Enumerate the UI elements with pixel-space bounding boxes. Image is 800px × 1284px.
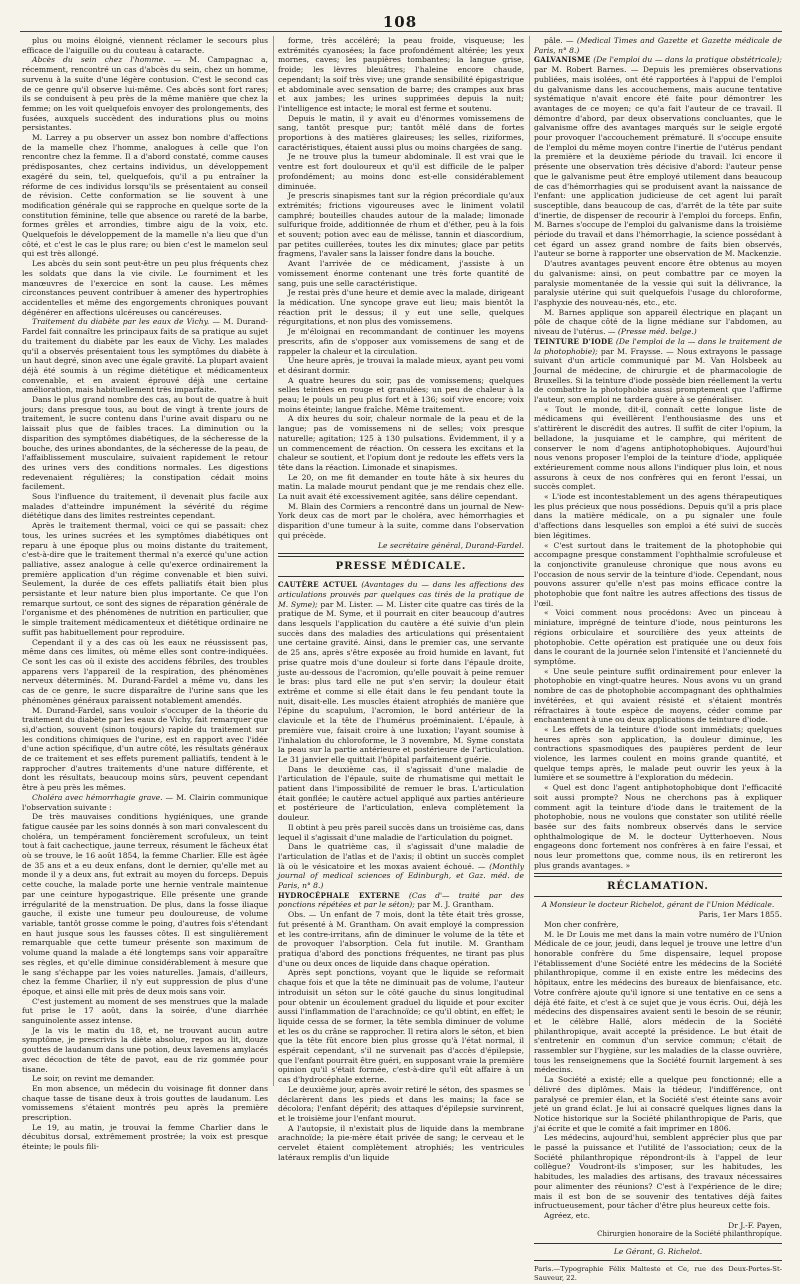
paragraph: La Société a existé; elle a quelque peu fonctionné; elle a délivré des diplômes. Mais la tiédeur, l'indifférence, ont paralysé ce premier élan, et la Société s'est éteinte sans avoir jeté un grand éclat. Je lui ai consacré quelques lignes dans la Notice historique sur la Société philanthropique de Paris, que j'ai écrite et que le comité a fait imprimer en 1806. bbox=[534, 1075, 782, 1133]
article-heading bbox=[534, 337, 782, 405]
paragraph: Les médecins, aujourd'hui, semblent apprécier plus que par le passé la puissance et l'utilité de l'association; ceux de la Société philanthropique répondront-ils à l'appel de leur collègue? Voudront-ils s'imposer, sur les habitudes, les habitudes, les maladies des artisans, des travaux nécessaires pour alimenter des réunions? C'est à l'expérience de le dire; mais il est bon de se souvenir des tentatives déjà faites infructueusement, pour tâcher d'être plus heureux cette fois. bbox=[534, 1133, 782, 1211]
paragraph: « Quel est donc l'agent antiphotophobique dont l'efficacité soit aussi prompte? Nous ne cherchons pas à expliquer comment agit la teinture d'iode dans le traitement de la photophobie, nous ne voulons que constater son utilité réelle basée sur des faits nombreux observés dans le service ophthalmologique de M. le docteur Uytterhoeven. Nous engageons donc fortement nos confrères à en faire l'essai, et nous leur promettons que, comme nous, ils en retireront les plus grands avantages. » bbox=[534, 783, 782, 870]
paragraph-text: — M. Campagnac a, récemment, rencontré un cas d'abcès du sein, chez un homme, survenu à la suite d'une légère contusion. C'est le second cas de ce genre qu'il observe lui-même. Ces abcès sont fort rares; ils se conduisent à peu près de la même manière que chez la femme; on les voit quelquefois envoyer des prolongements, des fusées, auxquels succèdent des indurations plus ou moins persistantes. bbox=[22, 55, 268, 133]
paragraph-title: Traitement du diabète par les eaux de Vichy. bbox=[32, 317, 210, 327]
paragraph-title: Choléra avec hémorrhagie grave. bbox=[32, 792, 163, 802]
paragraph-text: Dans le quatrième cas, il s'agissait d'une maladie de l'articulation de l'atlas et de l'axis; il obtint un succès complet là où le vésicatoire et les moxas avaient échoué. bbox=[278, 842, 524, 871]
paragraph: « Tout le monde, dit-il, connaît cette longue liste de médicamens qui éveillèrent l'enthousiasme des uns et s'attirèrent le discrédit des autres. Il suffit de citer l'opium, la belladone, la jusquiame et le camphre, qui méritent de conserver le nom d'agens antiphotophobiques. Aujourd'hui nous venons proposer l'emploi de la teinture d'iode, appliquée extérieurement comme nous allons l'indiquer plus loin, et nous assurons à ceux de nos confrères qui en feront l'essai, un succès complet. bbox=[534, 404, 782, 492]
paragraph: Je m'éloignai en recommandant de continuer les moyens prescrits, afin de s'opposer aux vomissemens de sang et de rappeler la chaleur et la circulation. bbox=[278, 327, 524, 356]
paragraph: Le 19, au matin, je trouvai la femme Charlier dans le décubitus dorsal, extrêmement prostrée; la voix est presque éteinte; le pouls fili- bbox=[22, 1122, 268, 1152]
paragraph: « Les effets de la teinture d'iode sont immédiats; quelques heures après son application, la douleur diminue, les contractions spasmodiques des paupières perdent de leur violence, les larmes coulent en moins grande quantité, et quelque temps après, le malade peut ouvrir les yeux à la lumière et se soumettre à l'exploration du médecin. bbox=[534, 724, 782, 783]
letter-signature-title: Chirurgien honoraire de la Société philanthropique. bbox=[597, 1230, 782, 1239]
paragraph-text: — Depuis les premières observations publiées, mais isolées, ont été rapportées à l'appui de l'emploi du galvanisme dans les accouchemens, mais aucune tentative systématique n'avait encore été faite pour démontrer les avantages de ce moyen; ce qu'a fait l'auteur de ce travail. Il démontre d'abord, par deux observations concluantes, que le galvanisme offre des avantages marqués sur le seigle ergoté pour provoquer l'accouchement prématuré. Il s'occupe ensuite de l'emploi du même moyen contre l'inertie de l'utérus pendant la première et la deuxième période du travail. Ici encore il présente une observation très décisive d'abord: l'auteur pense que le galvanisme peut être employé utilement dans beaucoup de cas d'hémorrhagies qui se produisent avant la naissance de l'enfant: une application judicieuse de cet agent lui paraît susceptible, dans beaucoup de cas, d'arrêt de la tête par suite d'inertie, de dispenser de recourir à l'emploi du forceps. Enfin, M. Barnes s'occupe de l'emploi du galvanisme dans la troisième période du travail et dans l'hémorrhagie, la science possédant à cet égard un assez grand nombre de faits bien observés, l'auteur se borne à rapporter une observation de M. Mackenzie. bbox=[534, 65, 782, 259]
article-heading bbox=[278, 891, 524, 910]
paragraph: Cependant il y a des cas où les eaux ne réussissent pas, même dans ces limites, où même elles sont contre-indiquées. Ce sont les cas où il existe des accidens fébriles, des troubles apparens vers l'appareil de la respiration, des phénomènes nerveux déterminés. M. Durand-Fardel a même vu, dans les cas de ce genre, le sucre disparaître de l'urine sans que les phénomènes généraux paraissent notablement amendés. bbox=[22, 637, 268, 705]
paragraph: Je la vis le matin du 18, et, ne trouvant aucun autre symptôme, je prescrivis la diète absolue, repos au lit, douze gouttes de laudanum dans une potion, deux lavemens amylacés avec décoction de tête de pavot, eau de riz gommée pour tisane. bbox=[22, 1025, 268, 1074]
paragraph: Dans le deuxième cas, il s'agissait d'une maladie de l'articulation de l'épaule, suite de rhumatisme qui mettait le patient dans l'impossibilité de remuer le bras. L'articulation était gonflée; le cautère actuel appliqué aux parties antérieure et postérieure de l'articulation, enleva complètement la douleur. bbox=[278, 764, 524, 823]
paragraph: « C'est surtout dans le traitement de la photophobie qui accompagne presque constamment l'ophthalmie scrofuleuse et la conjonctivite granuleuse chronique que nous avons eu l'occasion de nous servir de la teinture d'iode. Cependant, nous pouvons assurer qu'elle n'est pas moins efficace contre la photophobie que font naître les autres affections des tissus de l'œil. bbox=[534, 540, 782, 608]
paragraph: plus ou moins éloigné, viennent réclamer le secours plus efficace de l'aiguille ou du couteau à cataracte. bbox=[22, 36, 268, 55]
section-title: RÉCLAMATION. bbox=[607, 881, 709, 893]
paragraph: Dans le plus grand nombre des cas, au bout de quatre à huit jours; dans presque tous, au bout de vingt à trente jours de traitement, le sucre contenu dans l'urine avait disparu ou ne laissait plus que de faibles traces. La diminution ou la disparition des symptômes diabétiques, de la sécheresse de la bouche, des urines abondantes, de la sécheresse de la peau, de l'affaiblissement musculaire, suivaient rapidement le retour des urines vers des conditions normales. Les digestions redevenaient régulières; la constipation cédait moins facilement. bbox=[22, 395, 268, 492]
paragraph-text: pâle. bbox=[544, 36, 563, 45]
paragraph: C'est justement au moment de ses menstrues que la malade fut prise le 17 août, dans la soirée, d'une diarrhée sanguinolente assez intense. bbox=[22, 996, 268, 1026]
paragraph bbox=[278, 842, 524, 891]
source-citation: — (Presse méd. belge.) bbox=[607, 327, 697, 337]
paragraph: A quatre heures du soir, pas de vomissemens; quelques selles teintées en rouge et granulées; un peu de chaleur à la peau; le pouls un peu plus fort et à 136; soif vive encore; voix moins éteinte; langue fraîche. Même traitement. bbox=[278, 375, 524, 414]
paragraph: « L'iode est incontestablement un des agens thérapeutiques les plus précieux que nous possédions. Depuis qu'il a pris place dans la matière médicale, on a pu signaler une foule d'affections dans lesquelles son emploi a été suivi de succès bien légitimes. bbox=[534, 492, 782, 540]
paragraph: M. le Dr Louis me met dans la main votre numéro de l'Union Médicale de ce jour, jeudi, dans lequel je trouve une lettre d'un honorable confrère du 5me dispensaire, lequel propose l'établissement d'une Société entre les médecins de la Société philanthropique, comme il en existe entre les médecins des hôpitaux, entre les médecins des bureaux de bienfaisance, etc. Votre confrère ajoute qu'il ignore si une tentative en ce sens a déjà été faite, et c'est à ce sujet que je vous écris. Oui, déjà les médecins des dispensaires avaient senti le besoin de se réunir, et le célèbre Hallé, alors médecin de la Société philanthropique, avait accepté la présidence. Le but était de s'entretenir en commun d'un service commun; c'était de rassembler sur l'hygiène, sur les maladies de la classe ouvrière, tous les renseignemens que la Société fournit largement à ses médecins. bbox=[534, 929, 782, 1075]
section-rule bbox=[278, 576, 524, 577]
letter-signature: Dr J.-F. Payen, bbox=[728, 1220, 782, 1230]
source-citation: — (Monthly journal of medical sciences of Edinburgh, et Gaz. méd. de Paris, n° 8.) bbox=[278, 861, 525, 891]
column-middle bbox=[278, 36, 525, 1162]
paragraph: Une heure après, je trouvai la malade mieux, ayant peu vomi et désirant dormir. bbox=[278, 356, 524, 375]
article-keyword: GALVANISME bbox=[534, 55, 591, 65]
letter-address: A Monsieur le docteur Richelot, gérant de l'Union Médicale. bbox=[541, 900, 775, 910]
paragraph: Je ne trouve plus la tumeur abdominale. Il est vrai que le ventre est fort douloureux et qu'il est difficile de le palper profondément; au moins donc est-elle considérablement diminuée. bbox=[278, 152, 524, 191]
paragraph-text: — M. Lister cite quatre cas tirés de la pratique de M. Syme, et il pourrait en citer beaucoup d'autres dans lesquels l'application du cautère a été suivie d'un plein succès dans des maladies des articulations qui présentaient une certaine gravité. Ainsi, dans le premier cas, une servante de 25 ans, après s'être exposée au froid humide en lavant, fut prise quatre mois d'une douleur si forte dans l'épaule droite, juste au-dessous de l'acromion, qu'elle pouvait à peine remuer le bras: plus tard elle ne put s'en servir; la douleur était extrême et comme si elle était dans le feu pendant toute la nuit, disait-elle. Les muscles étaient atrophiés de manière que l'épine du scapulum, l'acromion, le bord antérieur de la clavicule et la tête de l'humérus proéminaient. L'épaule, à première vue, faisait croire à une luxation; l'ayant soumise à l'inhalation du chloroforme, le 3 novembre, M. Syme constata la peau sur la partie antérieure et postérieure de l'articulation. Le 31 janvier elle quittait l'hôpital parfaitement guérie. bbox=[278, 599, 524, 764]
column-left bbox=[22, 36, 268, 1152]
letter-salutation: Mon cher confrère, bbox=[544, 919, 619, 929]
paragraph: M. Blain des Cormiers a rencontré dans un journal de New-York deux cas de mort par le choléra, avec hémorrhagies et disparition d'une tumeur à la suite, comme dans l'observation qui précède. bbox=[278, 501, 524, 540]
header-rule bbox=[20, 31, 782, 32]
paragraph: En mon absence, un médecin du voisinage fit donner dans chaque tasse de tisane deux à trois gouttes de laudanum. Les vomissemens s'étaient montrés peu après la première prescription. bbox=[22, 1083, 268, 1123]
paragraph: Après sept ponctions, voyant que le liquide se reformait chaque fois et que la tête ne diminuait pas de volume, l'auteur introduisit un séton sur le côté gauche du sinus longitudinal pour obtenir un écoulement graduel du liquide et pour exciter aussi l'inflammation de l'arachnoïde; ce qu'il obtint, en effet; le liquide cessa de se former, la tête sembla diminuer de volume et les os du crâne se rapprocher. Il retira alors le séton, et bien que la tête fût encore bien plus grosse qu'à l'état normal, il espérait cependant, s'il ne survenait pas d'accès d'épilepsie, que l'enfant pourrait être guéri, en supposant vraie la première opinion qu'il s'était formée, c'est-à-dire qu'il eût affaire à un cas d'hydrocéphale externe. bbox=[278, 968, 524, 1085]
column-right bbox=[534, 36, 782, 1283]
article-heading bbox=[534, 55, 782, 259]
paragraph: Avant l'arrivée de ce médicament, j'assiste à un vomissement énorme contenant une très forte quantité de sang, puis une selle caractéristique. bbox=[278, 259, 524, 288]
paragraph: D'autres avantages peuvent encore être obtenus au moyen du galvanisme: ainsi, on peut combattre par ce moyen la paralysie momentanée de la vessie qui suit la délivrance, la paralysie utérine qui suit quelquefois l'usage du chloroforme, l'asphyxie des nouveau-nés, etc., etc. bbox=[534, 259, 782, 307]
paragraph: M. Larrey a pu observer un assez bon nombre d'affections de la mamelle chez l'homme, analogues à celle que l'on rencontre chez la femme. Il a d'abord constaté, comme causes prédisposantes, chez certains individus, un développement exagéré du sein, tel, quelquefois, qu'il a pu entraîner la réforme de ces individus lorsqu'ils se présentaient au conseil de révision. Cette conformation se lie souvent à une modification générale qui se rapproche en quelque sorte de la constitution féminine, telle que absence ou rareté de la barbe, formes grêles et arrondies, timbre aigu de la voix, etc. Quelquefois le développement de la mamelle n'a lieu que d'un côté, et c'est le cas le plus rare; ou bien c'est le mamelon seul qui est très allongé. bbox=[22, 133, 268, 259]
paragraph: Après le traitement thermal, voici ce qui se passait: chez tous, les urines sucrées et les symptômes diabétiques ont reparu à une époque plus ou moins distante du traitement, c'est-à-dire que le traitement thermal n'a exercé qu'une action palliative, assez analogue à celle qu'exerce ordinairement la première application d'un régime convenable et bien suivi. Seulement, la durée de ces effets palliatifs était bien plus persistante et leur nature bien plus importante. Ce que l'on remarque surtout, ce sont des signes de réparation générale de l'organisme et des phénomènes de nutrition en particulier, que le simple traitement médicamenteux et diététique ordinaire ne suffit pas habituellement pour reproduire. bbox=[22, 521, 268, 637]
source-citation: — (Medical Times and Gazette et Gazette médicale de Paris, n° 8.) bbox=[534, 36, 782, 55]
paragraph: Je prescris sinapismes tant sur la région précordiale qu'aux extrémités; frictions vigoureuses avec le liniment volatil camphré; bouteilles chaudes autour de la malade; limonade sulfurique froide, additionnée de rhum et d'éther, peu à la fois et souvent; potion avec eau de mélisse, tannin et diascordium, par petites cuillerées, toutes les dix minutes; glace par petits fragmens, l'avaler sans la laisser fondre dans la bouche. bbox=[278, 191, 524, 259]
signature: Le secrétaire général, Durand-Fardel. bbox=[378, 540, 524, 550]
article-heading bbox=[278, 580, 524, 764]
letter-closing: Agréez, etc. bbox=[544, 1210, 591, 1220]
paragraph: Il obtint à peu près pareil succès dans un troisième cas, dans lequel il s'agissait d'une maladie de l'articulation du poignet. bbox=[278, 822, 524, 842]
section-title: PRESSE MÉDICALE. bbox=[335, 561, 467, 573]
section-rule bbox=[278, 553, 524, 557]
paragraph: Le deuxième jour, après avoir retiré le séton, des spasmes se déclarèrent dans les pieds et dans les mains; la face se décolora; l'enfant dépérit; des attaques d'épilepsie survinrent, et le troisième jour l'enfant mourut. bbox=[278, 1084, 524, 1123]
paragraph: Les abcès du sein sont peut-être un peu plus fréquents chez les soldats que dans la vie civile. Le fourniment et les manœuvres de l'exercice en sont la cause. Les mêmes circonstances peuvent contribuer à amener des hypertrophies accidentelles et même des engorgements chroniques pouvant dégénérer en affections ulcéreuses ou cancéreuses. bbox=[22, 259, 268, 317]
section-rule bbox=[534, 873, 782, 877]
article-title: (De l'emploi du — dans la pratique obstétricale); bbox=[593, 55, 782, 65]
paragraph: forme, très accéléré; la peau froide, visqueuse; les extrémités cyanosées; la face profondément altérée; les yeux mornes, caves; les paupières tombantes; la langue grise, froide; les lèvres bleuâtres; l'haleine encore chaude, cependant; la soif très vive; une grande sensibilité épigastrique et abdominale avec sensation de barre; des crampes aux bras et aux jambes; les urines supprimées depuis la nuit; l'intelligence est intacte; le moral est ferme et soutenu. bbox=[278, 36, 524, 113]
imprint-line: Paris.—Typographie Félix Malteste et Ce, rue des Deux-Portes-St-Sauveur, 22. bbox=[534, 1264, 782, 1283]
article-title: (Cas d'— traité par des ponctions répétées et par le séton); bbox=[278, 890, 524, 910]
paragraph bbox=[534, 36, 782, 55]
paragraph: De très mauvaises conditions hygiéniques, une grande fatigue causée par les soins donnés à son mari convalescent du choléra, un tempérament foncièrement scrofuleux, un teint tout à fait cachectique, jaune terreux, résument le fâcheux état où se trouve, le 16 août 1854, la femme Charlier. Elle est âgée de 35 ans et a eu deux enfans, dont le dernier, qu'elle met au monde il y a deux ans, fut extrait au moyen du forceps. Depuis cette couche, la malade porte une hernie ventrale maintenue par une ceinture hypogastrique. Elle présente une grande irrégularité de la menstruation. De plus, dans la fosse iliaque gauche, il existe une tumeur peu douloureuse, de volume variable, tantôt grosse comme le poing, d'autres fois s'étendant en haut jusque sous les fausses côtes. Il est singulièrement remarquable que cette tumeur présente son maximum de volume quand la malade a été longtemps sans voir apparaître ses règles, et qu'elle diminue considérablement à mesure que le sang s'échappe par les voies naturelles. Jamais, d'ailleurs, chez la femme Charlier, il n'y eut suppression de plus d'une époque, et ainsi elle mit près de deux mois sans voir. bbox=[22, 812, 268, 996]
article-author: par M. Lister. bbox=[320, 599, 374, 609]
paragraph: « Voici comment nous procédons: Avec un pinceau à miniature, imprégné de teinture d'iode, nous peinturons les régions orbiculaire et sourcilière des yeux atteints de photophobie. Cette opération est pratiquée une ou deux fois dans le courant de la journée selon l'intensité et l'ancienneté du symptôme. bbox=[534, 608, 782, 666]
paragraph: Je restai près d'une heure et demie avec la malade, dirigeant la médication. Une syncope grave eut lieu; mais bientôt la réaction prit le dessus; il y eut une selle, quelques régurgitations, et non plus des vomissemens. bbox=[278, 288, 524, 327]
page-number: 108 bbox=[382, 13, 418, 31]
paragraph bbox=[22, 793, 268, 812]
paragraph: Sous l'influence du traitement, il devenait plus facile aux malades d'atteindre impunément la sévérité du régime diététique dans des limites restreintes cependant. bbox=[22, 492, 268, 521]
article-author: par M. Fraysse. bbox=[600, 346, 663, 356]
paragraph-text: — Nous extrayons le passage suivant d'un article communiqué par M. Van Holsbeek au Journal de médecine, de chirurgie et de pharmacologie de Bruxelles. Si la teinture d'iode possède bien réellement la vertu de combattre la photophobie aussi promptement que l'affirme l'auteur, son emploi ne tardera guère à se généraliser. bbox=[534, 346, 782, 405]
article-author: par M. Robert Barnes. bbox=[534, 65, 627, 75]
section-rule bbox=[534, 1243, 782, 1244]
section-rule bbox=[534, 896, 782, 897]
column-separator bbox=[529, 36, 530, 1086]
article-keyword: HYDROCÉPHALE EXTERNE bbox=[278, 890, 400, 900]
paragraph bbox=[22, 55, 268, 133]
paragraph: Depuis le matin, il y avait eu d'énormes vomissemens de sang, tantôt presque pur; tantôt mêlé dans de fortes proportions à des matières glaireuses; les selles, riziformes, caractéristiques, étaient aussi plus ou moins chargées de sang. bbox=[278, 113, 524, 152]
letter-date: Paris, 1er Mars 1855. bbox=[698, 910, 782, 920]
paragraph-title: Abcès du sein chez l'homme. bbox=[32, 55, 166, 65]
article-keyword: TEINTURE D'IODE bbox=[534, 336, 614, 346]
paragraph: « Une seule peinture suffit ordinairement pour enlever la photophobie en vingt-quatre heures. Nous avons vu un grand nombre de cas de photophobie accompagnant des ophthalmies invétérées, et qui avaient résisté et s'étaient montrés réfractaires à toute espèce de moyens, céder comme par enchantement à une ou deux applications de teinture d'iode. bbox=[534, 666, 782, 725]
paragraph: Obs. — Un enfant de 7 mois, dont la tête était très grosse, fut présenté à M. Grantham. On avait employé la compression et les contre-irritans, afin de diminuer le volume de la tête et de provoquer l'absorption. Cela fut inutile. M. Grantham pratiqua d'abord des ponctions fréquentes, ne tirant pas plus d'une ou deux onces de liquide dans chaque opération. bbox=[278, 910, 524, 968]
paragraph: Le soir, on revint me demander. bbox=[32, 1074, 155, 1084]
paragraph: M. Durand-Fardel, sans vouloir s'occuper de la théorie du traitement du diabète par les eaux de Vichy, fait remarquer que si,d'action, souvent (sinon toujours) rapide du traitement sur les conditions chimiques de l'urine, est en rapport avec l'idée d'une action spécifique, d'un autre côté, les résultats généraux de ce traitement et ses effets purement palliatifs, tendent à le rapprocher d'autres traitements d'une nature différente, et dont les résultats, beaucoup moins sûrs, peuvent cependant être à peu près les mêmes. bbox=[22, 705, 268, 793]
paragraph bbox=[534, 308, 782, 337]
article-title: (De l'emploi de la — dans le traitement de la photophobie); bbox=[534, 336, 782, 356]
gerant-line: Le Gérant, G. Richelot. bbox=[613, 1247, 703, 1257]
article-keyword: CAUTÈRE ACTUEL bbox=[278, 580, 358, 590]
paragraph-text: — M. Clairin communique l'observation suivante : bbox=[22, 792, 268, 812]
paragraph: Le 20, on me fit demander en toute hâte à six heures du matin. La malade mourut pendant que je me rendais chez elle. La nuit avait été excessivement agitée, sans délire cependant. bbox=[278, 472, 524, 502]
paragraph: A l'autopsie, il n'existait plus de liquide dans la membrane arachnoïde; la pie-mère était privée de sang; le cerveau et le cervelet étaient complètement atrophiés; les ventricules latéraux remplis d'un liquide bbox=[278, 1123, 524, 1162]
paragraph-text: M. Barnes applique son appareil électrique en plaçant un pôle de chaque côté de la ligne médiane sur l'abdomen, au niveau de l'utérus. bbox=[534, 307, 782, 337]
paragraph: A dix heures du soir, chaleur normale de la peau et de la langue; pas de vomissemens ni de selles; voix presque naturelle; agitation; 125 à 130 pulsations. Évidemment, il y a un commencement de réaction. On cessera les excitans et la chaleur se soutient, et l'opium dont je redoute les effets vers la tête dans la réaction. Limonade et sinapismes. bbox=[278, 414, 524, 472]
article-title: (Avantages du — dans les affections des articulations prouvés par quelques cas tirés de la pratique de M. Syme); bbox=[278, 580, 524, 609]
article-author: par M. J. Grantham. bbox=[417, 900, 494, 910]
paragraph bbox=[22, 317, 268, 395]
paragraph-text: — M. Durand-Fardel fait connaître les principaux faits de sa pratique au sujet du traitement du diabète par les eaux de Vichy. Les malades qu'il a observés présentaient tous les symptômes du diabète à un haut degré, sinon avec une égale gravité. La plupart avaient déjà été soumis à un régime diététique et médicamenteux convenable, et en avaient éprouvé déjà une certaine amélioration, mais habituellement très imparfaite. bbox=[22, 317, 268, 395]
column-separator bbox=[273, 36, 274, 1086]
section-rule bbox=[534, 1260, 782, 1261]
